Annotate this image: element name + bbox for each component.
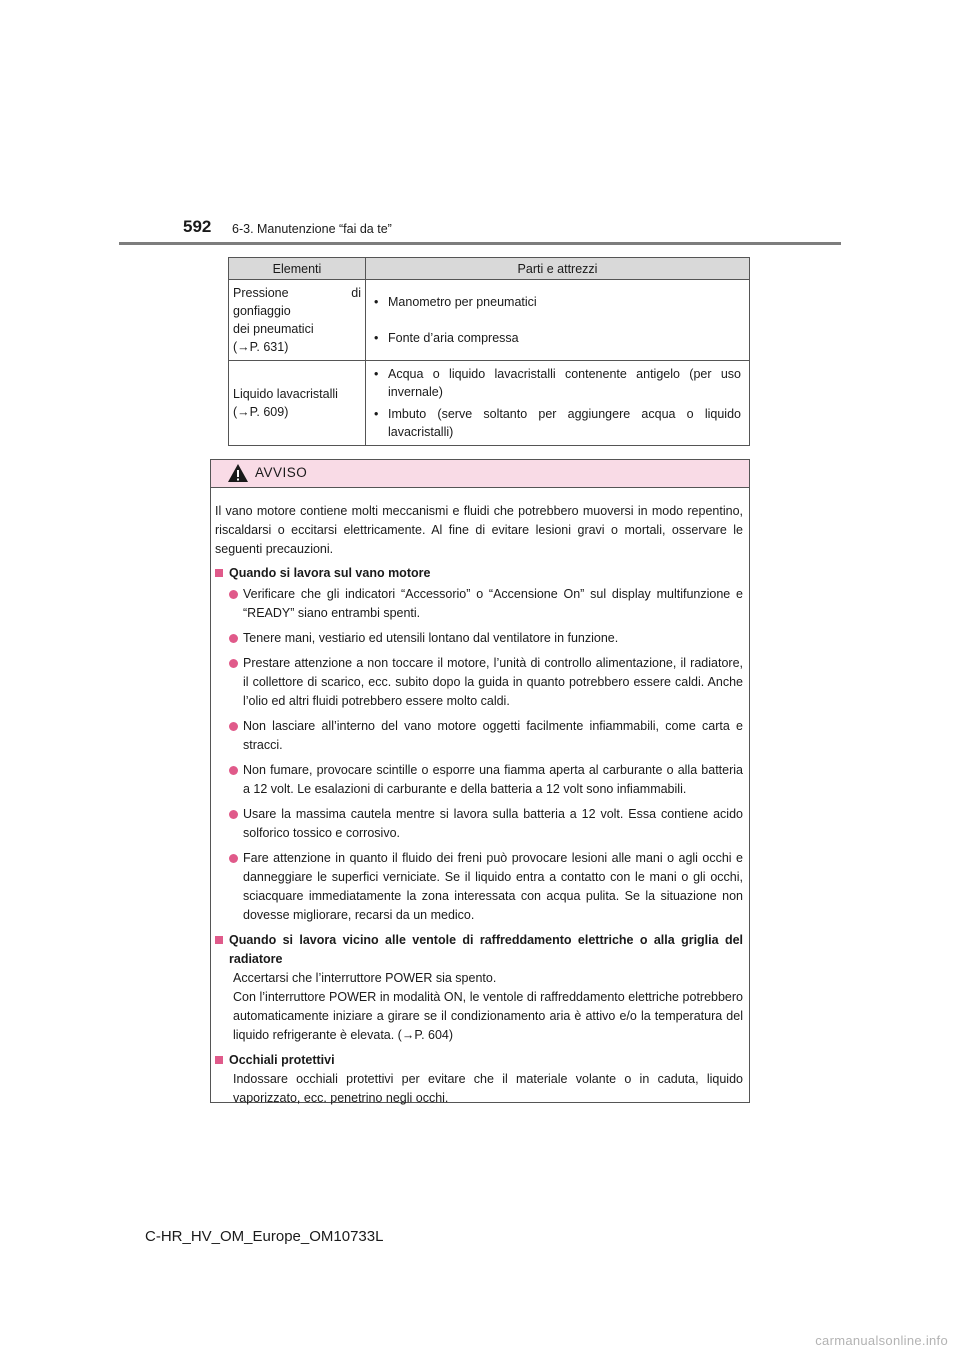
section-title: 6-3. Manutenzione “fai da te”: [232, 222, 392, 236]
circle-bullet-icon: [229, 810, 238, 819]
warning-section-goggles: [215, 1051, 743, 1108]
list-item: [229, 629, 743, 648]
section-heading: Quando si lavora vicino alle ventole di raffreddamento elettriche o alla griglia del radiatore: [229, 933, 743, 966]
list-item: [229, 654, 743, 711]
page-reference: (→P. 631): [233, 340, 289, 354]
table-row: [229, 280, 750, 361]
element-text: Pressione: [233, 286, 289, 300]
tools-table: [228, 257, 750, 446]
bullet-text: Non fumare, provocare scintille o esporre una fiamma aperta al carburante o alla batteria a 12 volt. Le esalazioni di carburante e della batteria a 12 volt sono infiammabili.: [243, 763, 743, 796]
warning-body: [211, 488, 749, 1108]
list-item: • Imbuto (serve soltanto per aggiungere acqua o liquido lavacristalli): [372, 405, 741, 441]
bullet-text: Usare la massima cautela mentre si lavora sulla batteria a 12 volt. Essa contiene acido solforico tossico e corrosivo.: [243, 807, 743, 840]
table-header-row: [229, 258, 750, 280]
warning-title: AVVISO: [255, 465, 308, 480]
list-item: [229, 717, 743, 755]
bullet-text: Tenere mani, vestiario ed utensili lontano dal ventilatore in funzione.: [243, 631, 619, 645]
bullet-text: Prestare attenzione a non toccare il motore, l’unità di controllo alimentazione, il radiatore, il collettore di scarico, ecc. subito dopo la guida in quanto potrebbero essere caldi. Anche l’olio ed altri fluidi potrebbero essere molto caldi.: [243, 656, 743, 708]
square-bullet-icon: [215, 936, 223, 944]
circle-bullet-icon: [229, 590, 238, 599]
list-item: [229, 585, 743, 623]
warning-intro: Il vano motore contiene molti meccanismi e fluidi che potrebbero muoversi in modo repentino, riscaldarsi o eccitarsi elettricamente. Al fine di evitare lesioni gravi o mortali, osservare le seguenti precauzioni.: [215, 504, 743, 556]
warning-box: [210, 459, 750, 1103]
element-text: di: [351, 286, 361, 300]
element-text: gonfiaggio: [233, 304, 291, 318]
bullet-text: Fare attenzione in quanto il fluido dei freni può provocare lesioni alle mani o agli occhi e danneggiare le superfici verniciate. Se il liquido entra a contatto con le mani o gli occhi, sciacquare immediatamente la zona interessata con acqua pulita. Se la situazione non dovesse migliorare, recarsi da un medico.: [243, 851, 743, 922]
watermark-text: carmanualsonline.info: [815, 1333, 948, 1348]
warning-section-cooling-fans: [215, 931, 743, 1045]
list-item: [229, 805, 743, 843]
page-reference: (→P. 609): [233, 405, 289, 419]
bullet-text: Non lasciare all’interno del vano motore oggetti facilmente infiammabili, come carta e stracci.: [243, 719, 743, 752]
parts-cell: [366, 280, 750, 361]
list-item: • Acqua o liquido lavacristalli contenente antigelo (per uso invernale): [372, 365, 741, 401]
list-item: • Fonte d’aria compressa: [372, 329, 741, 347]
parts-cell: [366, 361, 750, 446]
element-text: Liquido lavacristalli: [233, 387, 338, 401]
section-text: Indossare occhiali protettivi per evitare che il materiale volante o in caduta, liquido vaporizzato, ecc. penetrino negli occhi.: [233, 1072, 743, 1105]
circle-bullet-icon: [229, 659, 238, 668]
section-heading: Occhiali protettivi: [229, 1053, 335, 1067]
circle-bullet-icon: [229, 634, 238, 643]
square-bullet-icon: [215, 569, 223, 577]
list-item: • Manometro per pneumatici: [372, 293, 741, 311]
warning-triangle-icon: [227, 463, 249, 483]
element-text: dei pneumatici: [233, 322, 314, 336]
circle-bullet-icon: [229, 722, 238, 731]
square-bullet-icon: [215, 1056, 223, 1064]
page-number: 592: [183, 217, 212, 236]
element-cell-tire-pressure: [229, 280, 366, 361]
list-item: [229, 849, 743, 925]
document-code: C-HR_HV_OM_Europe_OM10733L: [145, 1228, 384, 1245]
header-rule: [119, 242, 841, 245]
column-header-parts: Parti e attrezzi: [366, 258, 750, 280]
element-cell-washer-fluid: [229, 361, 366, 446]
table-row: [229, 361, 750, 446]
bullet-text: Verificare che gli indicatori “Accessorio” o “Accensione On” sul display multifunzione e “READY” siano entrambi spenti.: [243, 587, 743, 620]
section-text: Accertarsi che l’interruttore POWER sia spento. Con l’interruttore POWER in modalità ON, le ventole di raffreddamento elettriche potrebbero automaticamente iniziare a girare se il condizionamento aria è attivo e/o la temperatura del liquido refrigerante è elevata. (→P. 604): [233, 971, 743, 1042]
warning-section-engine: [215, 564, 743, 925]
list-item: [229, 761, 743, 799]
circle-bullet-icon: [229, 766, 238, 775]
warning-header: [211, 460, 749, 488]
circle-bullet-icon: [229, 854, 238, 863]
section-heading: Quando si lavora sul vano motore: [229, 566, 431, 580]
column-header-elements: Elementi: [229, 258, 366, 280]
